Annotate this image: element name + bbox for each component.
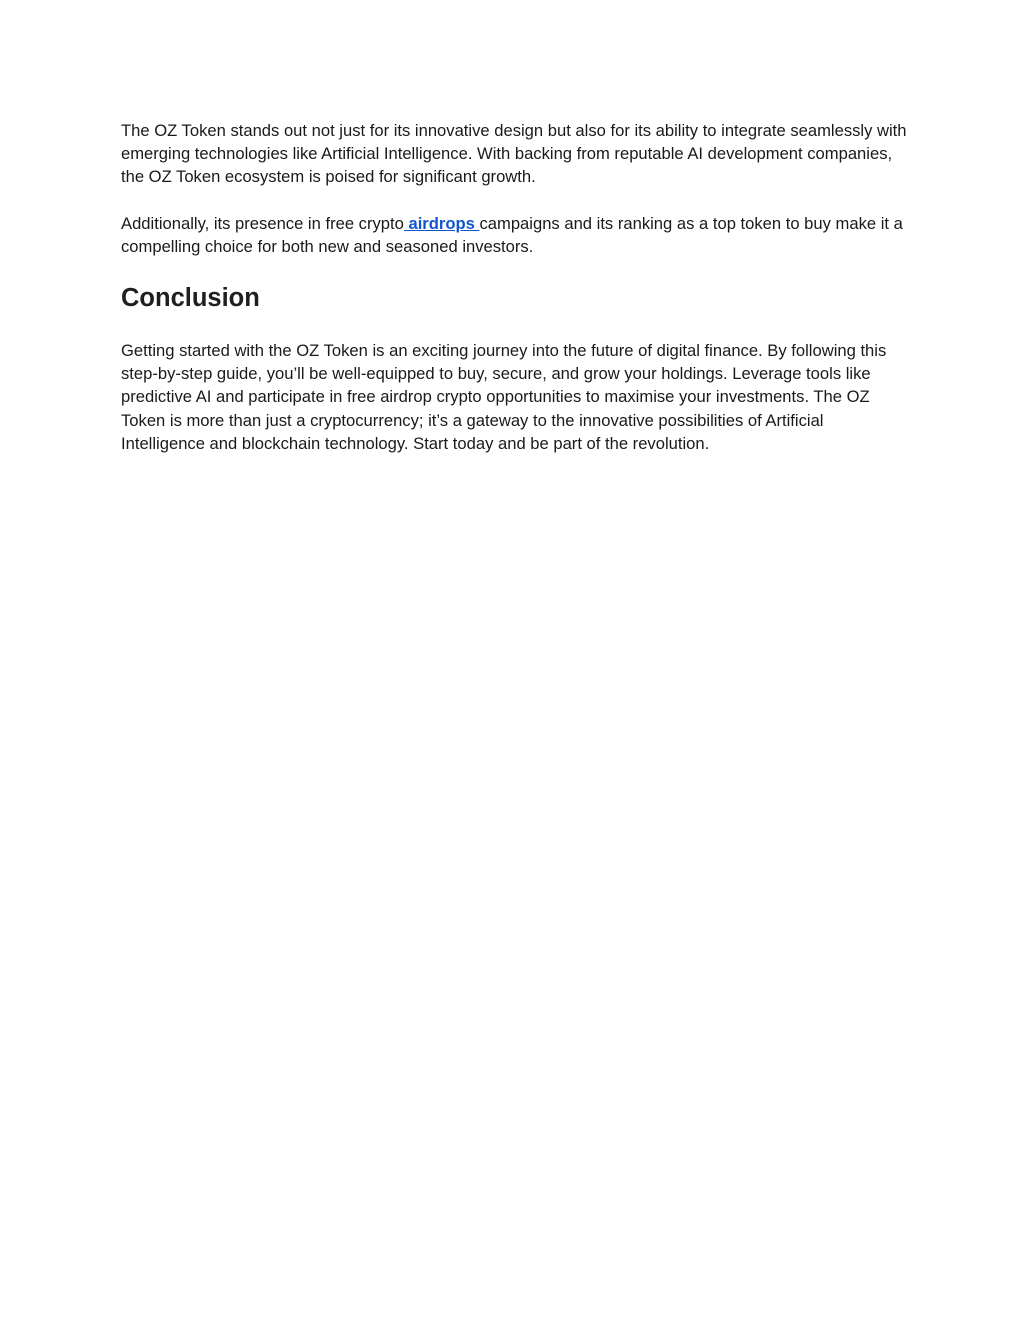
document-page bbox=[121, 119, 911, 455]
paragraph-airdrops bbox=[121, 212, 911, 258]
airdrops-link[interactable]: airdrops bbox=[403, 213, 480, 233]
paragraph-conclusion: Getting started with the OZ Token is an exciting journey into the future of digital finance. By following this step-by-step guide, you’ll be well-equipped to buy, secure, and grow your holdings. Leverage tools like predictive AI and participate in free airdrop crypto opportunities to maximise your investments. The OZ Token is more than just a cryptocurrency; it’s a gateway to the innovative possibilities of Artificial Intelligence and blockchain technology. Start today and be part of the revolution. bbox=[121, 341, 887, 453]
conclusion-heading: Conclusion bbox=[121, 284, 260, 313]
paragraph-intro: The OZ Token stands out not just for its innovative design but also for its ability to integrate seamlessly with emerging technologies like Artificial Intelligence. With backing from reputable AI development companies, the OZ Token ecosystem is poised for significant growth. bbox=[121, 121, 907, 187]
paragraph-airdrops-text-after: campaigns and its ranking as a top token to buy make it a compelling choice for both new and seasoned investors. bbox=[121, 213, 903, 256]
paragraph-airdrops-text-before: Additionally, its presence in free crypto bbox=[121, 213, 404, 233]
